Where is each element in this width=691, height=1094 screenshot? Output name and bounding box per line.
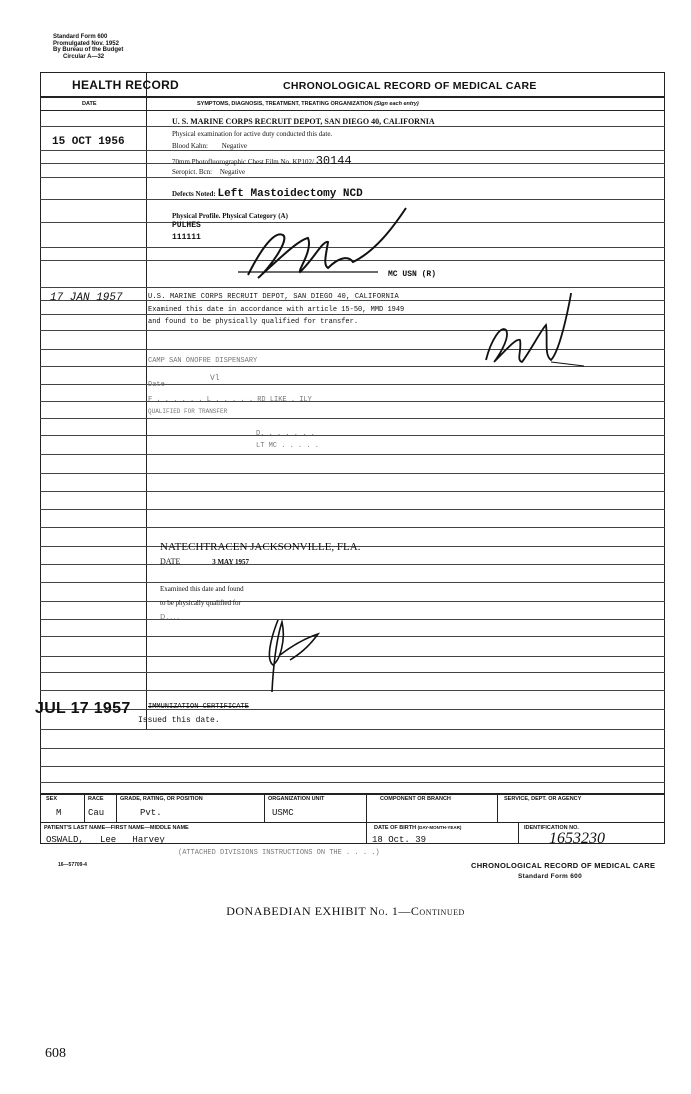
- form-code: 16—57709-4: [58, 862, 87, 868]
- sex-value: M: [56, 808, 62, 818]
- entry-3-signer-1: D. . . . . . .: [256, 430, 315, 438]
- form-title: CHRONOLOGICAL RECORD OF MEDICAL CARE: [283, 80, 537, 92]
- entry-4-date-value: 3 MAY 1957: [212, 558, 250, 566]
- entry-5-title: IMMUNIZATION CERTIFICATE: [148, 703, 249, 711]
- entry-1-exam: Physical examination for active duty conducted this date.: [172, 130, 333, 138]
- entry-3-mark: Vl: [210, 374, 220, 383]
- patient-name-label: PATIENT'S LAST NAME—FIRST NAME—MIDDLE NAME: [44, 825, 189, 831]
- ruled-line: [40, 177, 665, 178]
- ruled-line: [40, 150, 665, 151]
- ruled-line: [40, 126, 665, 127]
- entry-4-date: [160, 557, 249, 566]
- entry-2-organization: U.S. MARINE CORPS RECRUIT DEPOT, SAN DIEGO 40, CALIFORNIA: [148, 293, 399, 301]
- dob-format-note: (DAY-MONTH-YEAR): [417, 825, 462, 830]
- entry-3-date-label: Date: [148, 381, 165, 389]
- ruled-line: [40, 418, 665, 419]
- ruled-line: [40, 491, 665, 492]
- sign-note: (Sign each entry): [374, 101, 419, 107]
- film-number: 30144: [315, 154, 352, 168]
- ruled-line: [40, 564, 665, 565]
- grade-value: Pvt.: [140, 808, 162, 818]
- entry-1-serology: [172, 168, 245, 176]
- date-column-header: DATE: [82, 101, 97, 107]
- entry-1-defects: [172, 188, 363, 200]
- dob-label: [374, 825, 461, 831]
- entry-1-date: 15 OCT 1956: [52, 136, 125, 148]
- circular-line: Circular A—32: [63, 53, 105, 60]
- defects-value: Left Mastoidectomy NCD: [217, 188, 363, 200]
- entry-2-signature: [476, 290, 586, 380]
- promulgated-date: Promulgated Nov. 1952: [53, 40, 119, 47]
- entry-5-text: Issued this date.: [138, 716, 220, 725]
- ruled-line: [40, 527, 665, 528]
- component-label: COMPONENT OR BRANCH: [380, 796, 451, 802]
- exhibit-caption: DONABEDIAN EXHIBIT No. 1—Continued: [226, 904, 465, 918]
- blood-kahn-value: Negative: [221, 142, 247, 150]
- entry-1-blood: [172, 142, 247, 150]
- ruled-line: [40, 384, 665, 385]
- entry-4-signature: [258, 610, 338, 700]
- dob-label-text: DATE OF BIRTH: [374, 825, 417, 831]
- ruled-line: [40, 601, 665, 602]
- health-record-title: HEALTH RECORD: [72, 78, 180, 92]
- entry-1-organization: U. S. MARINE CORPS RECRUIT DEPOT, SAN DIEGO 40, CALIFORNIA: [172, 117, 435, 126]
- identification-label: IDENTIFICATION NO.: [524, 825, 579, 831]
- ghost-instruction-text: (ATTACHED DIVISIONS INSTRUCTIONS ON THE . . . .): [178, 849, 380, 857]
- ruled-line: [40, 163, 665, 164]
- header-divider: [40, 110, 665, 111]
- footer-rule-component: [497, 793, 498, 822]
- entry-4-line-2: to be physically qualified for: [160, 599, 241, 607]
- entry-3-organization: CAMP SAN ONOFRE DISPENSARY: [148, 357, 258, 365]
- bottom-form-number: Standard Form 600: [518, 873, 582, 880]
- ruled-line: [40, 582, 665, 583]
- ruled-line: [40, 656, 665, 657]
- ruled-line: [40, 473, 665, 474]
- serology-label: Seropict. Bcn:: [172, 168, 213, 176]
- ruled-line: [40, 509, 665, 510]
- form-number-header: [53, 34, 123, 60]
- ruled-line: [40, 401, 665, 402]
- organization-value: USMC: [272, 808, 294, 818]
- entry-4-organization: NATECHTRACEN JACKSONVILLE, FLA.: [160, 541, 361, 553]
- bottom-form-title: CHRONOLOGICAL RECORD OF MEDICAL CARE: [471, 861, 656, 870]
- grade-label: GRADE, RATING, OR POSITION: [120, 796, 203, 802]
- film-label: 70mm Photofluorographic Chest Film No. KP102/: [172, 158, 314, 166]
- symptoms-column-header: [197, 101, 419, 107]
- entry-2-line-1: Examined this date in accordance with article 15-50, MMD 1949: [148, 306, 405, 314]
- ruled-line: [40, 619, 665, 620]
- serology-value: Negative: [219, 168, 246, 176]
- title-divider: [40, 96, 665, 98]
- pulhes-values: 111111: [172, 233, 201, 242]
- entry-5-date: JUL 17 1957: [35, 700, 131, 717]
- profile-label: Physical Profile.: [172, 212, 221, 220]
- footer-rule-org: [366, 793, 367, 844]
- ruled-line: [40, 454, 665, 455]
- ruled-line: [40, 435, 665, 436]
- entry-1-film: [172, 154, 352, 168]
- dob-value: 18 Oct. 39: [372, 835, 427, 845]
- footer-rule-grade: [264, 793, 265, 822]
- entry-3-line-2: QUALIFIED FOR TRANSFER: [148, 408, 228, 415]
- race-label: RACE: [88, 796, 104, 802]
- sex-label: SEX: [46, 796, 58, 802]
- ruled-line: [40, 709, 665, 710]
- identification-value: 1653230: [549, 830, 605, 847]
- organization-label: ORGANIZATION UNIT: [268, 796, 325, 802]
- footer-rule-race: [116, 793, 117, 822]
- ruled-line: [40, 729, 665, 730]
- entry-2-date: 17 JAN 1957: [50, 292, 123, 304]
- category-label: Physical Category (A): [222, 212, 288, 220]
- bureau-line: By Bureau of the Budget: [53, 47, 124, 53]
- ruled-line: [40, 690, 665, 691]
- footer-middle-rule: [40, 822, 665, 823]
- form-number: Standard Form 600: [53, 34, 108, 40]
- pulhes-label: PULHES: [172, 221, 201, 230]
- blood-kahn-label: Blood Kahn:: [172, 142, 208, 150]
- race-value: Cau: [88, 808, 105, 818]
- entry-3-line-1: F . . . . . . L . . . . . RD LIKE . ILY: [148, 396, 312, 404]
- footer-rule-dob: [518, 822, 519, 844]
- page-number: 608: [45, 1046, 66, 1061]
- footer-top-rule: [40, 793, 665, 795]
- entry-1-signer: MC USN (R): [388, 270, 437, 279]
- entry-4-date-label: DATE: [160, 557, 181, 566]
- ruled-line: [40, 748, 665, 749]
- footer-rule-sex: [84, 793, 85, 822]
- entry-3-signer-2: LT MC . . . . .: [256, 442, 320, 450]
- service-label: SERVICE, DEPT. OR AGENCY: [504, 796, 582, 802]
- patient-name-value: OSWALD, Lee Harvey: [46, 835, 165, 845]
- ruled-line: [40, 782, 665, 783]
- symptoms-header-text: SYMPTOMS, DIAGNOSIS, TREATMENT, TREATING ORGANIZATION: [197, 101, 373, 107]
- defects-label: Defects Noted:: [172, 190, 216, 198]
- entry-4-line-1: Examined this date and found: [160, 585, 244, 593]
- entry-2-line-2: and found to be physically qualified for transfer.: [148, 318, 359, 326]
- entry-4-line-3: D . . . .: [160, 613, 180, 621]
- ruled-line: [40, 766, 665, 767]
- ruled-line: [40, 672, 665, 673]
- ruled-line: [40, 636, 665, 637]
